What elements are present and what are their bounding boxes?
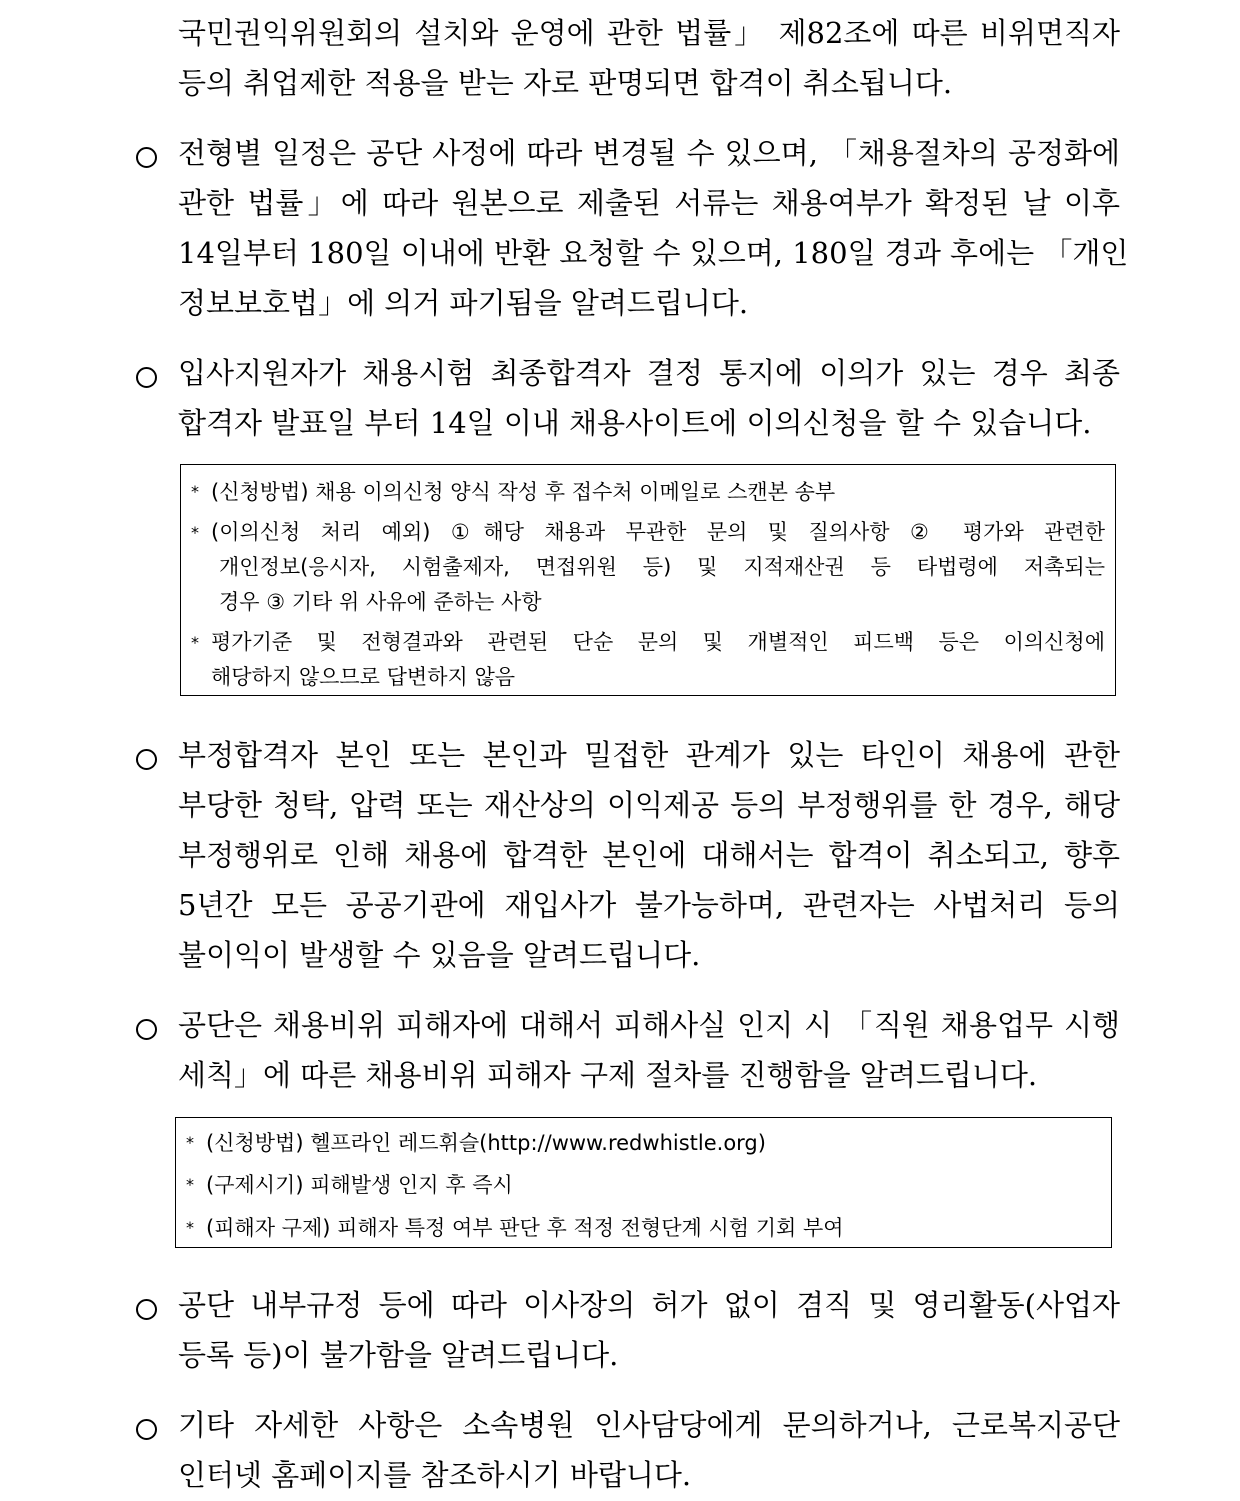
bullet-icon	[136, 1296, 160, 1320]
asterisk-icon: *	[191, 482, 199, 501]
objection-note-box	[180, 464, 1116, 696]
item-line: 기타 자세한 사항은 소속병원 인사담당에게 문의하거나, 근로복지공단	[178, 1408, 1120, 1442]
note-line: (구제시기) 피해발생 인지 후 즉시	[206, 1173, 513, 1197]
bullet-icon	[136, 1016, 160, 1040]
item-contact-paragraph	[178, 1400, 1120, 1500]
note-line: 평가기준 및 전형결과와 관련된 단순 문의 및 개별적인 피드백 등은 이의신청에	[211, 630, 1105, 654]
item-side-job-paragraph	[178, 1280, 1120, 1380]
item-line: 정보보호법」에 의거 파기됨을 알려드립니다.	[178, 286, 749, 320]
note-line: (신청방법) 채용 이의신청 양식 작성 후 접수처 이메일로 스캔본 송부	[211, 480, 836, 504]
bullet-icon	[136, 746, 160, 770]
note-item	[181, 625, 1117, 695]
item-fraud-paragraph	[178, 730, 1120, 980]
victim-note-box	[175, 1117, 1112, 1248]
asterisk-icon: *	[191, 633, 199, 652]
item-line: 세칙」에 따른 채용비위 피해자 구제 절차를 진행함을 알려드립니다.	[178, 1058, 1038, 1092]
item-line: 인터넷 홈페이지를 참조하시기 바랍니다.	[178, 1458, 692, 1492]
item-line: 14일부터 180일 이내에 반환 요청할 수 있으며, 180일 경과 후에는 「개인	[178, 236, 1129, 270]
item-line: 부정행위로 인해 채용에 합격한 본인에 대해서는 합격이 취소되고, 향후	[178, 838, 1120, 872]
bullet-icon	[136, 364, 160, 388]
item-line: 합격자 발표일 부터 14일 이내 채용사이트에 이의신청을 할 수 있습니다.	[178, 406, 1092, 440]
intro-line-2: 등의 취업제한 적용을 받는 자로 판명되면 합격이 취소됩니다.	[178, 66, 953, 100]
bullet-icon	[136, 144, 160, 168]
item-victim-paragraph	[178, 1000, 1120, 1100]
note-line: 해당하지 않으므로 답변하지 않음	[211, 665, 516, 689]
note-item	[181, 475, 1117, 509]
item-line: 등록 등)이 불가함을 알려드립니다.	[178, 1338, 619, 1372]
intro-line-1: 국민권익위원회의 설치와 운영에 관한 법률」 제82조에 따른 비위면직자	[178, 16, 1120, 50]
item-line: 전형별 일정은 공단 사정에 따라 변경될 수 있으며, 「채용절차의 공정화에	[178, 136, 1120, 170]
note-line: (신청방법) 헬프라인 레드휘슬(http://www.redwhistle.org)	[206, 1131, 766, 1155]
bullet-icon	[136, 1416, 160, 1440]
item-line: 공단은 채용비위 피해자에 대해서 피해사실 인지 시 「직원 채용업무 시행	[178, 1008, 1120, 1042]
item-line: 불이익이 발생할 수 있음을 알려드립니다.	[178, 938, 701, 972]
item-line: 부정합격자 본인 또는 본인과 밀접한 관계가 있는 타인이 채용에 관한	[178, 738, 1120, 772]
note-line: (피해자 구제) 피해자 특정 여부 판단 후 적정 전형단계 시험 기회 부여	[206, 1216, 844, 1240]
note-line: 개인정보(응시자, 시험출제자, 면접위원 등) 및 지적재산권 등 타법령에 저촉되는	[219, 555, 1105, 579]
item-schedule-paragraph	[178, 128, 1129, 328]
item-objection-paragraph	[178, 348, 1120, 448]
intro-paragraph	[178, 8, 1120, 108]
item-line: 관한 법률」에 따라 원본으로 제출된 서류는 채용여부가 확정된 날 이후	[178, 186, 1120, 220]
note-line: 경우 ③ 기타 위 사유에 준하는 사항	[219, 590, 542, 614]
note-line: (이의신청 처리 예외) ①해당 채용과 무관한 문의 및 질의사항 ② 평가와 관련한	[211, 520, 1105, 544]
note-item	[181, 515, 1117, 620]
asterisk-icon: *	[186, 1175, 194, 1194]
item-line: 5년간 모든 공공기관에 재입사가 불가능하며, 관련자는 사법처리 등의	[178, 888, 1120, 922]
item-line: 공단 내부규정 등에 따라 이사장의 허가 없이 겸직 및 영리활동(사업자	[178, 1288, 1120, 1322]
note-item	[176, 1126, 1113, 1160]
asterisk-icon: *	[186, 1218, 194, 1237]
asterisk-icon: *	[191, 523, 199, 542]
item-line: 부당한 청탁, 압력 또는 재산상의 이익제공 등의 부정행위를 한 경우, 해당	[178, 788, 1120, 822]
asterisk-icon: *	[186, 1133, 194, 1152]
item-line: 입사지원자가 채용시험 최종합격자 결정 통지에 이의가 있는 경우 최종	[178, 356, 1120, 390]
note-item	[176, 1211, 1113, 1245]
note-item	[176, 1168, 1113, 1202]
